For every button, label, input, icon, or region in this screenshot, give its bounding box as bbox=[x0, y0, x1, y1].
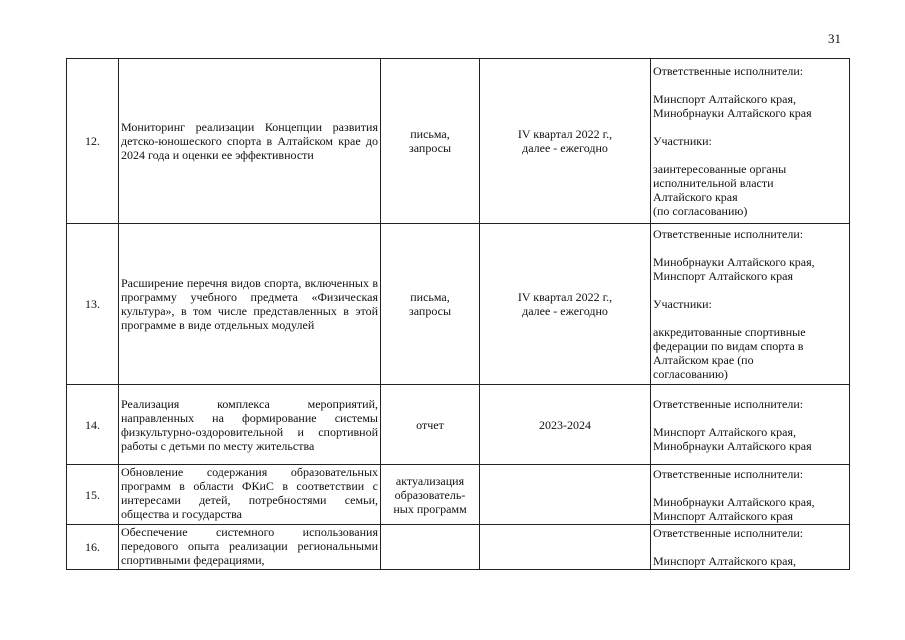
completion-form: письма, запросы bbox=[381, 59, 480, 224]
deadline bbox=[480, 465, 651, 525]
participants-label: Участники: bbox=[653, 297, 712, 311]
responsible-cell bbox=[651, 59, 850, 224]
activity-name: Обеспечение системного использования передового опыта реализации региональными спортивными федерациями, bbox=[119, 525, 381, 570]
activity-name: Мониторинг реализации Концепции развития детско-юношеского спорта в Алтайском крае до 2024 года и оценки ее эффективности bbox=[119, 59, 381, 224]
row-number: 13. bbox=[67, 224, 119, 385]
deadline: IV квартал 2022 г., далее - ежегодно bbox=[480, 59, 651, 224]
responsible-label: Ответственные исполнители: bbox=[653, 466, 804, 481]
completion-form bbox=[381, 525, 480, 570]
responsible-list: Минспорт Алтайского края, bbox=[653, 554, 796, 568]
activity-name: Реализация комплекса мероприятий, направленных на формирование системы физкультурно-оздоровительной и спортивной работы с детьми по месту жительства bbox=[119, 385, 381, 465]
participants-list: заинтересованные органы исполнительной власти Алтайского края (по согласованию) bbox=[653, 162, 787, 218]
responsible-label: Ответственные исполнители: bbox=[653, 227, 804, 241]
row-number: 15. bbox=[67, 465, 119, 525]
table-row bbox=[67, 224, 850, 385]
table-row bbox=[67, 525, 850, 570]
deadline bbox=[480, 525, 651, 570]
responsible-cell bbox=[651, 525, 850, 570]
responsible-label: Ответственные исполнители: bbox=[653, 64, 804, 78]
deadline: IV квартал 2022 г., далее - ежегодно bbox=[480, 224, 651, 385]
completion-form: письма, запросы bbox=[381, 224, 480, 385]
participants-list: аккредитованные спортивные федерации по видам спорта в Алтайском крае (по согласованию) bbox=[653, 325, 806, 381]
responsible-list: Минобрнауки Алтайского края, Минспорт Алтайского края bbox=[653, 255, 815, 283]
responsible-cell bbox=[651, 385, 850, 465]
responsible-cell bbox=[651, 465, 850, 525]
completion-form: актуализация образователь- ных программ bbox=[381, 465, 480, 525]
table-row bbox=[67, 59, 850, 224]
row-number: 14. bbox=[67, 385, 119, 465]
participants-label: Участники: bbox=[653, 134, 712, 148]
responsible-list: Минспорт Алтайского края, Минобрнауки Алтайского края bbox=[653, 424, 812, 453]
row-number: 12. bbox=[67, 59, 119, 224]
completion-form: отчет bbox=[381, 385, 480, 465]
responsible-list: Минобрнауки Алтайского края, Минспорт Алтайского края bbox=[653, 494, 815, 523]
activity-name: Расширение перечня видов спорта, включенных в программу учебного предмета «Физическая культура», в том числе представленных в этой программе в виде отдельных модулей bbox=[119, 224, 381, 385]
responsible-label: Ответственные исполнители: bbox=[653, 396, 804, 411]
responsible-label: Ответственные исполнители: bbox=[653, 526, 804, 540]
row-number: 16. bbox=[67, 525, 119, 570]
responsible-list: Минспорт Алтайского края, Минобрнауки Алтайского края bbox=[653, 92, 812, 120]
activity-name: Обновление содержания образовательных программ в области ФКиС в соответствии с интересами детей, потребностями семьи, общества и государства bbox=[119, 465, 381, 525]
responsible-cell bbox=[651, 224, 850, 385]
table-row bbox=[67, 465, 850, 525]
table-row bbox=[67, 385, 850, 465]
plan-table bbox=[66, 58, 850, 570]
deadline: 2023-2024 bbox=[480, 385, 651, 465]
page-number: 31 bbox=[828, 31, 841, 46]
